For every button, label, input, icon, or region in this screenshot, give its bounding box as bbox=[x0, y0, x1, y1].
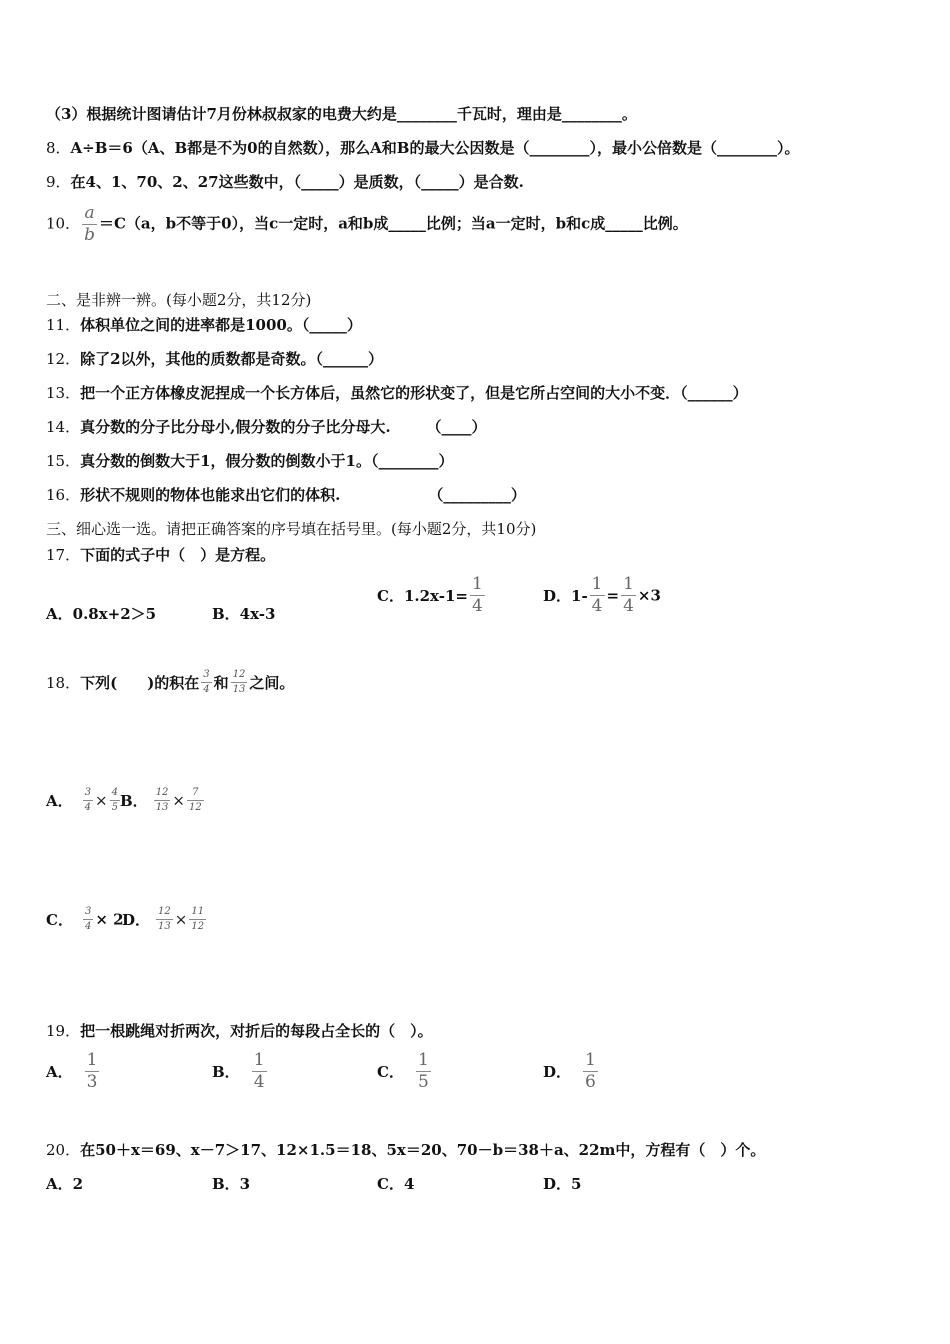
question-number: 8． bbox=[46, 139, 71, 157]
question-text: 真分数的倒数大于1，假分数的倒数小于1。（________） bbox=[80, 452, 454, 470]
q17-option-c[interactable]: C．1.2x-1= $\frac{1}{4}$ bbox=[377, 574, 483, 616]
question-20 bbox=[46, 1139, 765, 1160]
q19-option-c[interactable]: C． $\frac{1}{5}$ bbox=[377, 1050, 429, 1092]
question-number: 13． bbox=[46, 384, 81, 402]
question-number: 16． bbox=[46, 486, 81, 504]
question-text: 下面的式子中（ ）是方程。 bbox=[80, 546, 276, 564]
q17-option-b[interactable]: B．4x-3 bbox=[212, 605, 276, 623]
question-text: ＝C（a，b不等于0），当c一定时，a和b成_____比例；当a一定时，b和c成_____比例。 bbox=[98, 214, 688, 233]
fraction: $\frac{12}{13}$ bbox=[158, 906, 171, 932]
question-18: 18．下列( )的积在 $\frac{3}{4}$ 和 $\frac{12}{13}$ 之间。 bbox=[46, 669, 295, 695]
fraction: $\frac{1}{4}$ bbox=[591, 574, 603, 616]
q17-option-a[interactable]: A．0.8x+2＞5 bbox=[46, 605, 157, 623]
question-17 bbox=[46, 544, 275, 565]
answer-blank: （_________） bbox=[428, 486, 526, 504]
question-number: 10． bbox=[46, 214, 81, 233]
question-text: 形状不规则的物体也能求出它们的体积. bbox=[80, 486, 341, 504]
q18-option-b[interactable]: B． $\frac{12}{13}$ × $\frac{7}{12}$ bbox=[120, 787, 202, 813]
fraction: $\frac{7}{12}$ bbox=[189, 787, 202, 813]
question-11 bbox=[46, 314, 362, 335]
fraction-a-over-b: $\frac{a}{b}$ bbox=[84, 203, 95, 245]
q19-option-a[interactable]: A． $\frac{1}{3}$ bbox=[46, 1050, 98, 1092]
question-text: 把一个正方体橡皮泥捏成一个长方体后，虽然它的形状变了，但是它所占空间的大小不变．（______） bbox=[80, 384, 748, 402]
question-19 bbox=[46, 1020, 433, 1041]
question-number: 19． bbox=[46, 1022, 81, 1040]
question-number: 18． bbox=[46, 674, 81, 692]
fraction: $\frac{1}{4}$ bbox=[253, 1050, 265, 1092]
question-text: 真分数的分子比分母小,假分数的分子比分母大. bbox=[80, 418, 391, 436]
question-number: 9． bbox=[46, 173, 71, 191]
question-number: 15． bbox=[46, 452, 81, 470]
fraction: $\frac{1}{6}$ bbox=[585, 1050, 596, 1092]
fraction: $\frac{3}{4}$ bbox=[84, 787, 92, 813]
question-text: 把一根跳绳对折两次，对折后的每段占全长的（ ）。 bbox=[80, 1022, 433, 1040]
question-number: 14． bbox=[46, 418, 81, 436]
question-text: 在4、1、70、2、27这些数中，（_____）是质数，（_____）是合数. bbox=[70, 173, 524, 191]
answer-blank: （____） bbox=[426, 418, 487, 436]
fraction: $\frac{3}{4}$ bbox=[84, 906, 92, 932]
question-text: 除了2以外，其他的质数都是奇数。（______） bbox=[80, 350, 384, 368]
question-12 bbox=[46, 348, 383, 369]
question-7-3: （3）根据统计图请估计7月份林叔叔家的电费大约是________千瓦时，理由是________。 bbox=[46, 105, 637, 123]
fraction: $\frac{12}{13}$ bbox=[232, 669, 246, 695]
question-text: 在50＋x＝69、x－7＞17、12×1.5＝18、5x＝20、70－b＝38＋a、22m中，方程有（ ）个。 bbox=[80, 1141, 766, 1159]
q19-option-b[interactable]: B． $\frac{1}{4}$ bbox=[212, 1050, 265, 1092]
question-text: 体积单位之间的进率都是1000。（_____） bbox=[80, 316, 362, 334]
q20-option-c[interactable]: C．4 bbox=[377, 1175, 415, 1193]
question-10 bbox=[46, 205, 688, 244]
fraction: $\frac{3}{4}$ bbox=[203, 669, 210, 695]
q18-option-c[interactable]: C． $\frac{3}{4}$ × 2 bbox=[46, 906, 124, 932]
q19-option-d[interactable]: D． $\frac{1}{6}$ bbox=[543, 1050, 596, 1092]
question-number: 20． bbox=[46, 1141, 81, 1159]
fraction: $\frac{11}{12}$ bbox=[191, 906, 205, 932]
section-3-heading: 三、细心选一选。请把正确答案的序号填在括号里。(每小题2分，共10分) bbox=[46, 520, 537, 538]
question-text: A÷B＝6（A、B都是不为0的自然数），那么A和B的最大公因数是（________），最小公倍数是（________）。 bbox=[70, 139, 800, 157]
q20-option-d[interactable]: D．5 bbox=[543, 1175, 582, 1193]
fraction: $\frac{1}{3}$ bbox=[86, 1050, 98, 1092]
question-9 bbox=[46, 171, 524, 192]
q18-option-d[interactable]: D． $\frac{12}{13}$ × $\frac{11}{12}$ bbox=[122, 906, 205, 932]
fraction: $\frac{1}{4}$ bbox=[471, 574, 483, 616]
question-number: 12． bbox=[46, 350, 81, 368]
question-number: 11． bbox=[46, 316, 81, 334]
fraction: $\frac{1}{5}$ bbox=[417, 1050, 429, 1092]
question-13 bbox=[46, 382, 748, 403]
question-16 bbox=[46, 484, 526, 505]
question-14 bbox=[46, 416, 487, 437]
q17-option-d[interactable]: D．1- $\frac{1}{4}$ = $\frac{1}{4}$ ×3 bbox=[543, 574, 661, 616]
q20-option-a[interactable]: A．2 bbox=[46, 1175, 84, 1193]
question-number: 17． bbox=[46, 546, 81, 564]
fraction: $\frac{12}{13}$ bbox=[155, 787, 169, 813]
fraction: $\frac{1}{4}$ bbox=[623, 574, 634, 616]
question-15 bbox=[46, 450, 453, 471]
question-8 bbox=[46, 137, 799, 158]
fraction: $\frac{4}{5}$ bbox=[111, 787, 118, 813]
section-2-heading: 二、是非辨一辨。(每小题2分，共12分) bbox=[46, 291, 312, 309]
q20-option-b[interactable]: B．3 bbox=[212, 1175, 251, 1193]
q18-option-a[interactable]: A． $\frac{3}{4}$ × $\frac{4}{5}$ bbox=[46, 787, 118, 813]
